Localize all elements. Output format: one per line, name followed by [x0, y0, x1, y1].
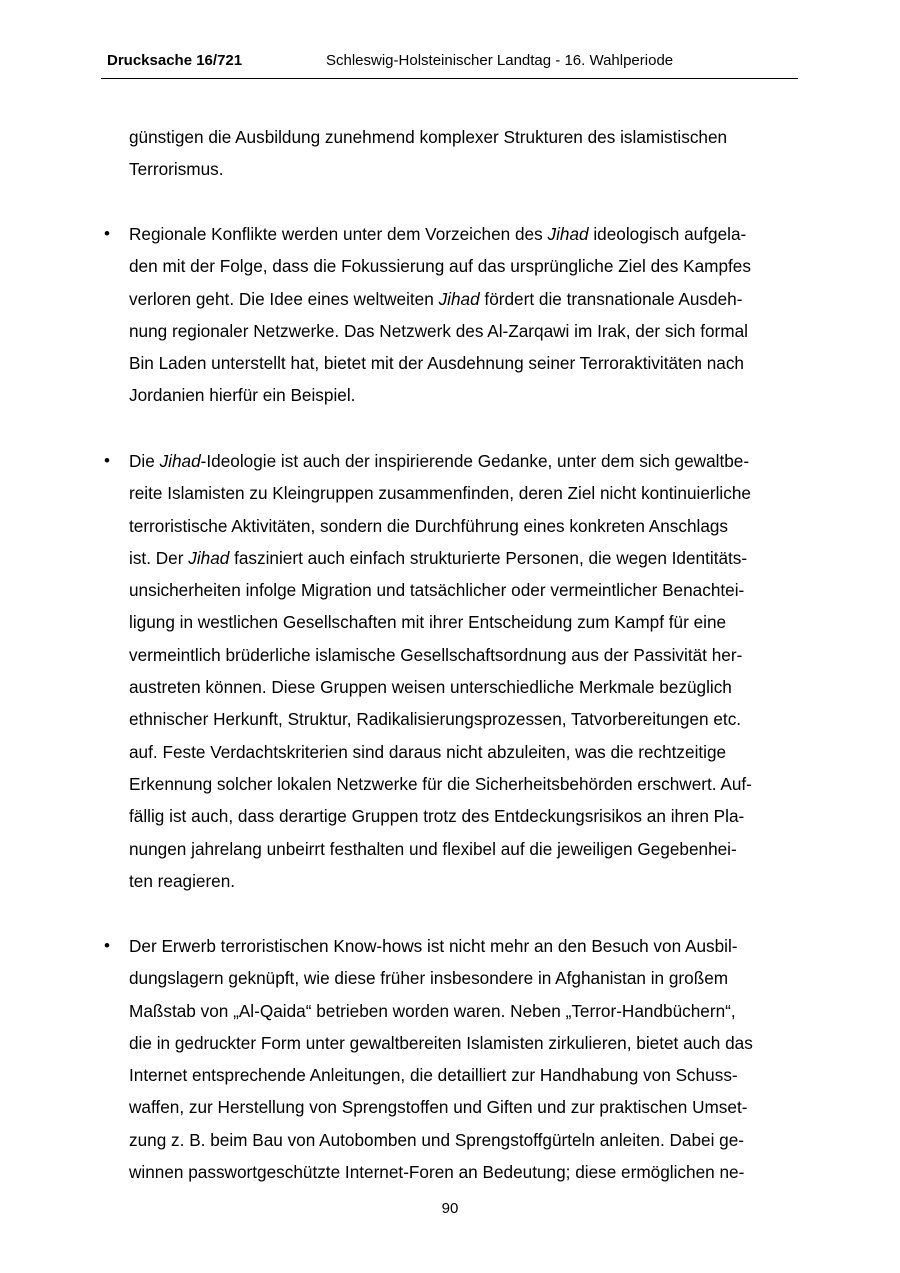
text-line: ligung in westlichen Gesellschaften mit ihrer Entscheidung zum Kampf für eine [129, 612, 727, 633]
text-line: austreten können. Diese Gruppen weisen unterschiedliche Merkmale bezüglich [129, 677, 732, 698]
text-line: Jordanien hierfür ein Beispiel. [129, 385, 356, 406]
bullet-icon: • [104, 451, 110, 470]
bullet-icon: • [104, 936, 110, 955]
text-line: winnen passwortgeschützte Internet-Foren an Bedeutung; diese ermöglichen ne- [129, 1162, 745, 1183]
document-number: Drucksache 16/721 [107, 52, 243, 69]
text-line: Terrorismus. [129, 159, 224, 180]
parliament-title: Schleswig-Holsteinischer Landtag - 16. Wahlperiode [326, 52, 674, 69]
text-line: Die Jihad-Ideologie ist auch der inspirierende Gedanke, unter dem sich gewaltbe- [129, 451, 750, 471]
text-line: ethnischer Herkunft, Struktur, Radikalisierungsprozessen, Tatvorbereitungen etc. [129, 709, 742, 730]
text-line: fällig ist auch, dass derartige Gruppen trotz des Entdeckungsrisikos an ihren Pla- [129, 806, 745, 827]
text-line: waffen, zur Herstellung von Sprengstoffen und Giften und zur praktischen Umset- [129, 1097, 748, 1118]
text-line: nungen jahrelang unbeirrt festhalten und flexibel auf die jeweiligen Gegebenhei- [129, 838, 737, 859]
text-line: günstigen die Ausbildung zunehmend komplexer Strukturen des islamistischen [129, 127, 728, 147]
text-line: verloren geht. Die Idee eines weltweiten Jihad fördert die transnationale Ausdeh- [129, 288, 743, 309]
text-line: Der Erwerb terroristischen Know-hows ist nicht mehr an den Besuch von Ausbil- [129, 936, 738, 956]
text-line: nung regionaler Netzwerke. Das Netzwerk des Al-Zarqawi im Irak, der sich formal [129, 320, 748, 341]
page-header [101, 52, 798, 79]
text-line: Bin Laden unterstellt hat, bietet mit der Ausdehnung seiner Terroraktivitäten nach [129, 353, 744, 374]
text-line: ten reagieren. [129, 870, 236, 891]
text-line: vermeintlich brüderliche islamische Gesellschaftsordnung aus der Passivität her- [129, 644, 743, 665]
text-line: auf. Feste Verdachtskriterien sind daraus nicht abzuleiten, was die rechtzeitige [129, 741, 727, 762]
intro-paragraph [129, 121, 799, 186]
text-line: Erkennung solcher lokalen Netzwerke für die Sicherheitsbehörden erschwert. Auf- [129, 773, 752, 794]
text-line: reite Islamisten zu Kleingruppen zusammenfinden, deren Ziel nicht kontinuierliche [129, 483, 751, 504]
text-line: den mit der Folge, dass die Fokussierung auf das ursprüngliche Ziel des Kampfes [129, 256, 751, 277]
text-line: Internet entsprechende Anleitungen, die detailliert zur Handhabung von Schuss- [129, 1065, 738, 1086]
text-line: Regionale Konflikte werden unter dem Vorzeichen des Jihad ideologisch aufgela- [129, 224, 747, 244]
text-line: unsicherheiten infolge Migration und tatsächlicher oder vermeintlicher Benachtei- [129, 580, 745, 601]
text-line: zung z. B. beim Bau von Autobomben und Sprengstoffgürteln anleiten. Dabei ge- [129, 1129, 745, 1150]
text-line: terroristische Aktivitäten, sondern die Durchführung eines konkreten Anschlags [129, 515, 729, 536]
bullet-item-regional-conflicts [104, 218, 799, 412]
bullet-item-jihad-ideology [104, 445, 799, 897]
text-line: die in gedruckter Form unter gewaltbereiten Islamisten zirkulieren, bietet auch das [129, 1032, 753, 1053]
text-line: Maßstab von „Al-Qaida“ betrieben worden waren. Neben „Terror-Handbüchern“, [129, 1000, 736, 1021]
bullet-icon: • [104, 224, 110, 243]
bullet-item-terror-know-how [104, 930, 799, 1188]
page-number: 90 [441, 1200, 459, 1217]
text-line: ist. Der Jihad fasziniert auch einfach strukturierte Personen, die wegen Identitäts- [129, 547, 748, 568]
text-line: dungslagern geknüpft, wie diese früher insbesondere in Afghanistan in großem [129, 968, 729, 989]
